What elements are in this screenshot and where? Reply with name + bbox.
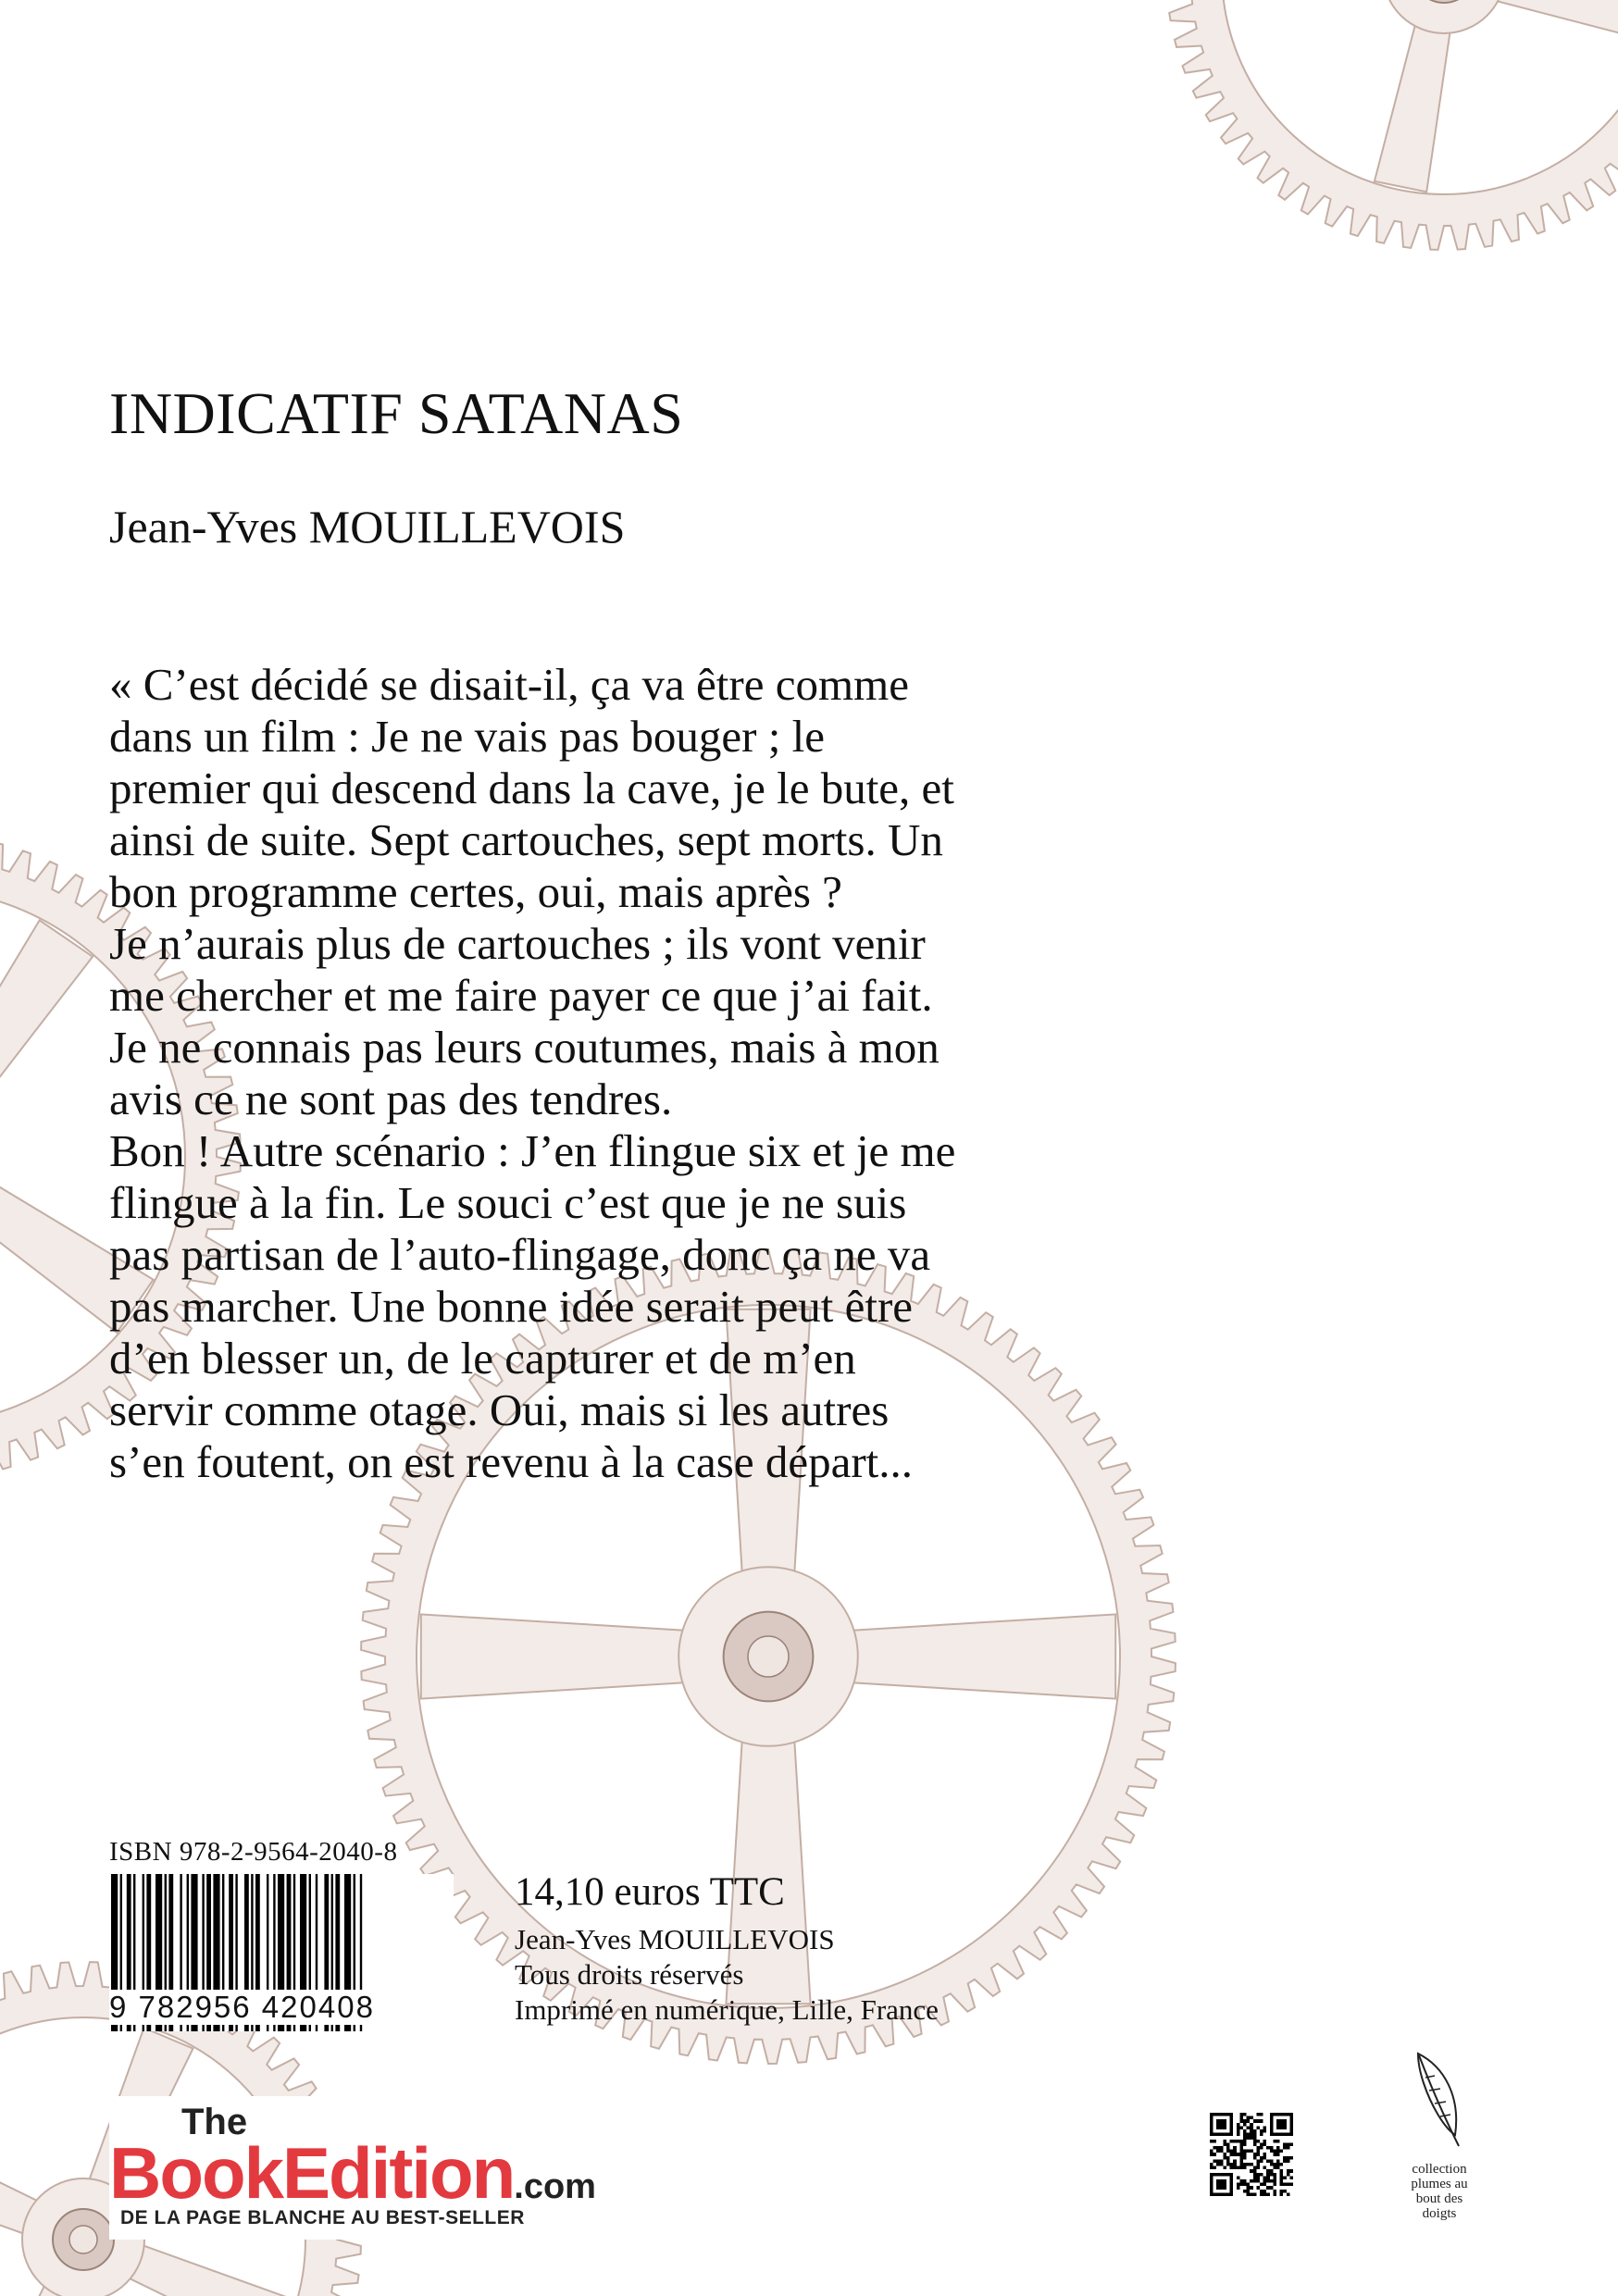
collection-label-line: collection: [1412, 2162, 1467, 2177]
collection-label: [1379, 2162, 1500, 2221]
collection-label-line: plumes au: [1411, 2177, 1468, 2191]
collection-label-line: doigts: [1422, 2206, 1457, 2221]
isbn-label: ISBN 978-2-9564-2040-8: [109, 1837, 398, 1867]
blurb-line: d’en blesser un, de le capturer et de m’en: [109, 1333, 856, 1384]
blurb-line: flingue à la fin. Le souci c’est que je ne suis: [109, 1177, 907, 1228]
blurb-text: [109, 659, 1257, 1488]
blurb-line: premier qui descend dans la cave, je le bute, et: [109, 763, 954, 813]
logo-domain: .com: [514, 2167, 596, 2206]
barcode-digits: 9 782956 420408: [109, 1990, 454, 2025]
blurb-line: s’en foutent, on est revenu à la case départ...: [109, 1436, 914, 1487]
publisher-logo: [109, 2096, 663, 2240]
book-author: Jean-Yves MOUILLEVOIS: [109, 501, 626, 552]
blurb-line: avis ce ne sont pas des tendres.: [109, 1074, 673, 1124]
blurb-line: bon programme certes, oui, mais après ?: [109, 866, 842, 917]
printing-note: Imprimé en numérique, Lille, France: [515, 1993, 939, 2026]
blurb-line: ainsi de suite. Sept cartouches, sept morts. Un: [109, 814, 943, 865]
logo-tagline: DE LA PAGE BLANCHE AU BEST-SELLER: [120, 2207, 525, 2228]
blurb-line: pas marcher. Une bonne idée serait peut être: [109, 1281, 914, 1332]
rights-reserved: Tous droits réservés: [515, 1958, 744, 1991]
logo-brand: [109, 2131, 596, 2215]
blurb-line: servir comme otage. Oui, mais si les autres: [109, 1384, 890, 1435]
blurb-line: pas partisan de l’auto-flingage, donc ça ne va: [109, 1229, 931, 1280]
logo-the: The: [181, 2102, 248, 2142]
feather-icon: [1407, 2050, 1472, 2152]
blurb-line: Bon ! Autre scénario : J’en flingue six et je me: [109, 1125, 956, 1176]
blurb-line: dans un film : Je ne vais pas bouger ; le: [109, 711, 825, 762]
copyright-author: Jean-Yves MOUILLEVOIS: [515, 1923, 835, 1955]
blurb-line: Je ne connais pas leurs coutumes, mais à mon: [109, 1022, 940, 1073]
book-title: INDICATIF SATANAS: [109, 380, 684, 446]
collection-label-line: bout des: [1415, 2191, 1463, 2206]
blurb-line: « C’est décidé se disait-il, ça va être comme: [109, 659, 909, 710]
blurb-line: me chercher et me faire payer ce que j’ai fait.: [109, 970, 933, 1021]
qr-code: [1210, 2113, 1293, 2196]
blurb-line: Je n’aurais plus de cartouches ; ils vont venir: [109, 918, 926, 969]
collection-mark: [1379, 2050, 1500, 2221]
price: 14,10 euros TTC: [515, 1870, 785, 1914]
logo-brand-name: BookEdition: [109, 2132, 515, 2214]
